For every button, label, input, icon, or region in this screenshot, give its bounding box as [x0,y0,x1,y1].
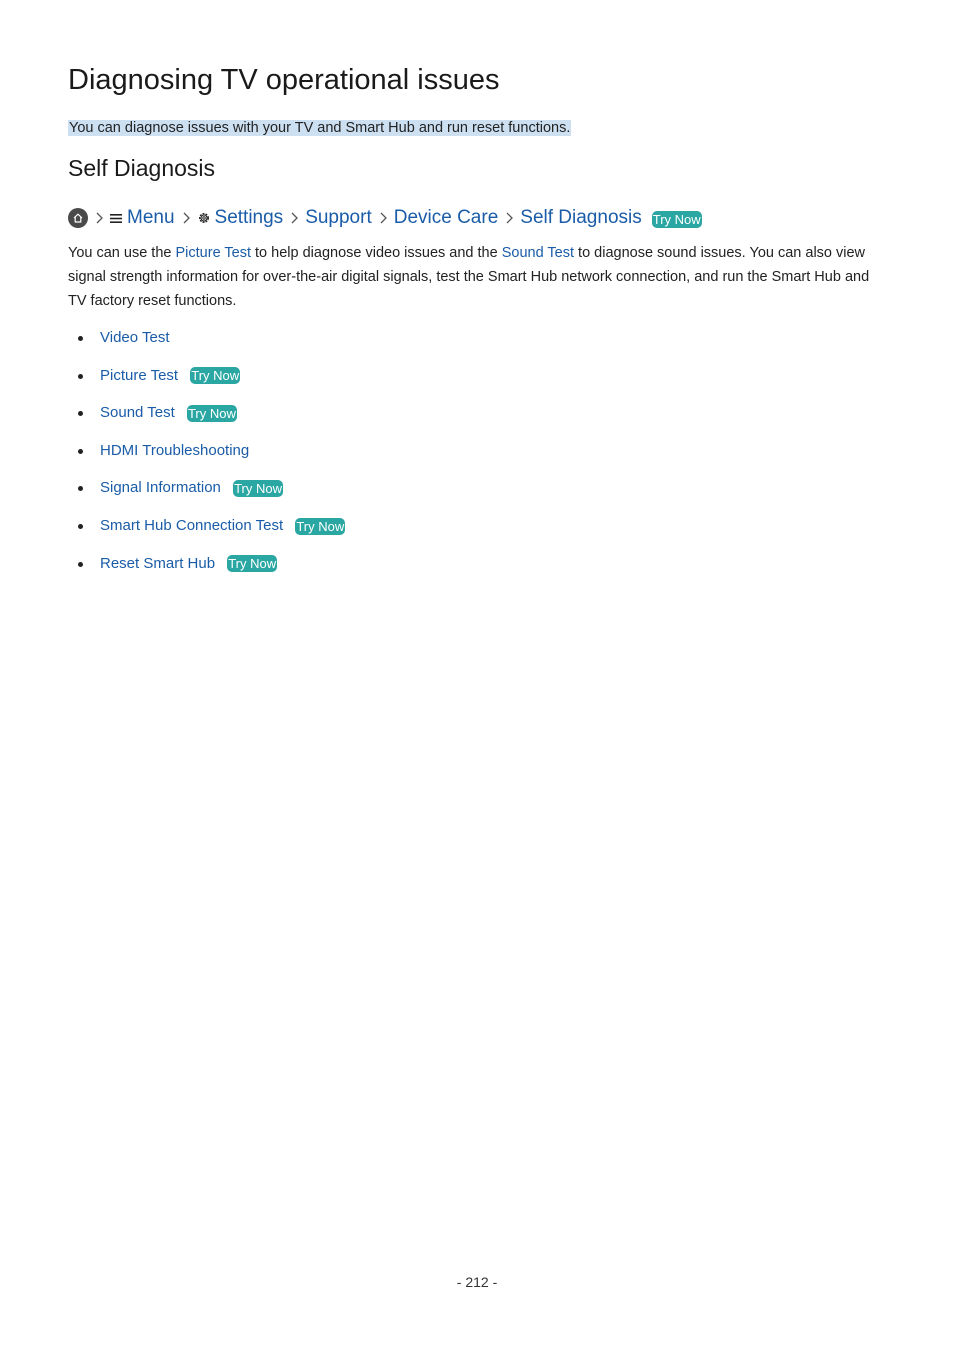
reset-smart-hub-link[interactable]: Reset Smart Hub [100,554,216,572]
list-item [68,514,345,538]
description-text: to diagnose sound issues. You can also view signal strength information for over-the-air digital signals, test the Smart Hub network connection, and run the Smart Hub and TV factory reset functions. [68,245,870,309]
intro-highlight: You can diagnose issues with your TV and Smart Hub and run reset functions. [69,120,571,136]
breadcrumb-device-care[interactable]: Device Care [393,207,499,228]
signal-information-link[interactable]: Signal Information [100,479,221,497]
try-now-button[interactable]: Try Now [234,480,282,496]
chevron-right-icon [183,212,190,224]
menu-icon [110,213,123,224]
smart-hub-connection-test-link[interactable]: Smart Hub Connection Test [100,516,284,534]
description-text: You can use the [68,245,176,261]
diagnosis-list [68,326,345,589]
chevron-right-icon [96,212,103,224]
list-item [68,439,345,463]
bullet-icon [78,562,83,567]
breadcrumb [68,204,702,232]
list-item [68,552,345,576]
list-item [68,476,345,500]
hdmi-troubleshooting-link[interactable]: HDMI Troubleshooting [100,441,250,459]
section-title: Self Diagnosis [68,155,216,181]
chevron-right-icon [380,212,387,224]
try-now-button[interactable]: Try Now [652,212,701,227]
try-now-button[interactable]: Try Now [187,405,236,421]
bullet-icon [78,524,83,529]
try-now-button[interactable]: Try Now [191,368,240,384]
intro-text [68,119,571,137]
breadcrumb-menu[interactable]: Menu [127,207,175,228]
chevron-right-icon [291,212,298,224]
bullet-icon [78,486,83,491]
page-title: Diagnosing TV operational issues [68,64,500,96]
picture-test-link[interactable]: Picture Test [175,245,251,261]
try-now-button[interactable]: Try Now [296,518,345,534]
list-item [68,364,345,388]
sound-test-link[interactable]: Sound Test [501,245,575,261]
settings-gear-icon [197,211,211,225]
bullet-icon [78,374,83,379]
sound-test-item-link[interactable]: Sound Test [100,404,175,422]
bullet-icon [78,411,83,416]
home-icon[interactable] [68,208,88,228]
breadcrumb-settings[interactable]: Settings [214,207,284,228]
description-paragraph [68,241,878,313]
bullet-icon [78,449,83,454]
page-number: - 212 - [456,1274,498,1290]
list-item [68,401,345,425]
list-item [68,326,345,350]
picture-test-item-link[interactable]: Picture Test [100,366,179,384]
chevron-right-icon [506,212,513,224]
bullet-icon [78,336,83,341]
description-text: to help diagnose video issues and the [251,245,502,261]
try-now-button[interactable]: Try Now [228,556,277,572]
video-test-link[interactable]: Video Test [100,329,170,346]
breadcrumb-support[interactable]: Support [305,207,372,228]
breadcrumb-self-diagnosis[interactable]: Self Diagnosis [520,207,642,228]
